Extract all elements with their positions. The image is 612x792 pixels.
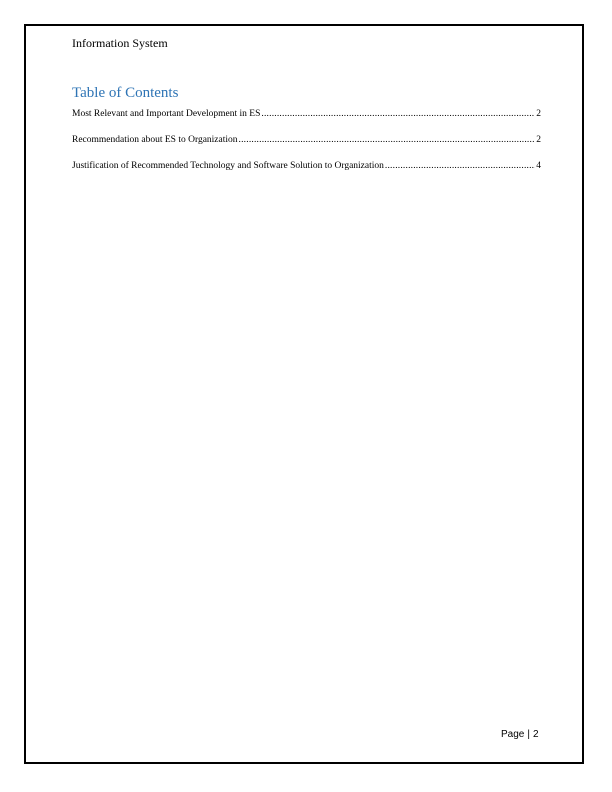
toc-entry-page: 4 bbox=[536, 161, 541, 171]
toc-entry-title: Justification of Recommended Technology and Software Solution to Organization bbox=[72, 161, 384, 171]
toc-dot-leader bbox=[239, 135, 536, 146]
toc-dot-leader bbox=[385, 161, 535, 172]
toc-list bbox=[72, 109, 541, 187]
toc-entry[interactable] bbox=[72, 109, 541, 120]
toc-entry-title: Recommendation about ES to Organization bbox=[72, 135, 238, 145]
toc-entry-title: Most Relevant and Important Development in ES bbox=[72, 109, 261, 119]
toc-dot-leader bbox=[261, 109, 535, 120]
toc-heading: Table of Contents bbox=[72, 85, 179, 101]
page-footer bbox=[501, 729, 539, 741]
toc-entry-page: 2 bbox=[536, 135, 541, 145]
footer-separator: | bbox=[527, 729, 530, 740]
footer-page-label: Page bbox=[501, 729, 525, 740]
toc-entry[interactable] bbox=[72, 135, 541, 146]
footer-page-number: 2 bbox=[532, 729, 539, 740]
document-header: Information System bbox=[72, 36, 168, 50]
toc-entry-page: 2 bbox=[536, 109, 541, 119]
toc-entry[interactable] bbox=[72, 161, 541, 172]
